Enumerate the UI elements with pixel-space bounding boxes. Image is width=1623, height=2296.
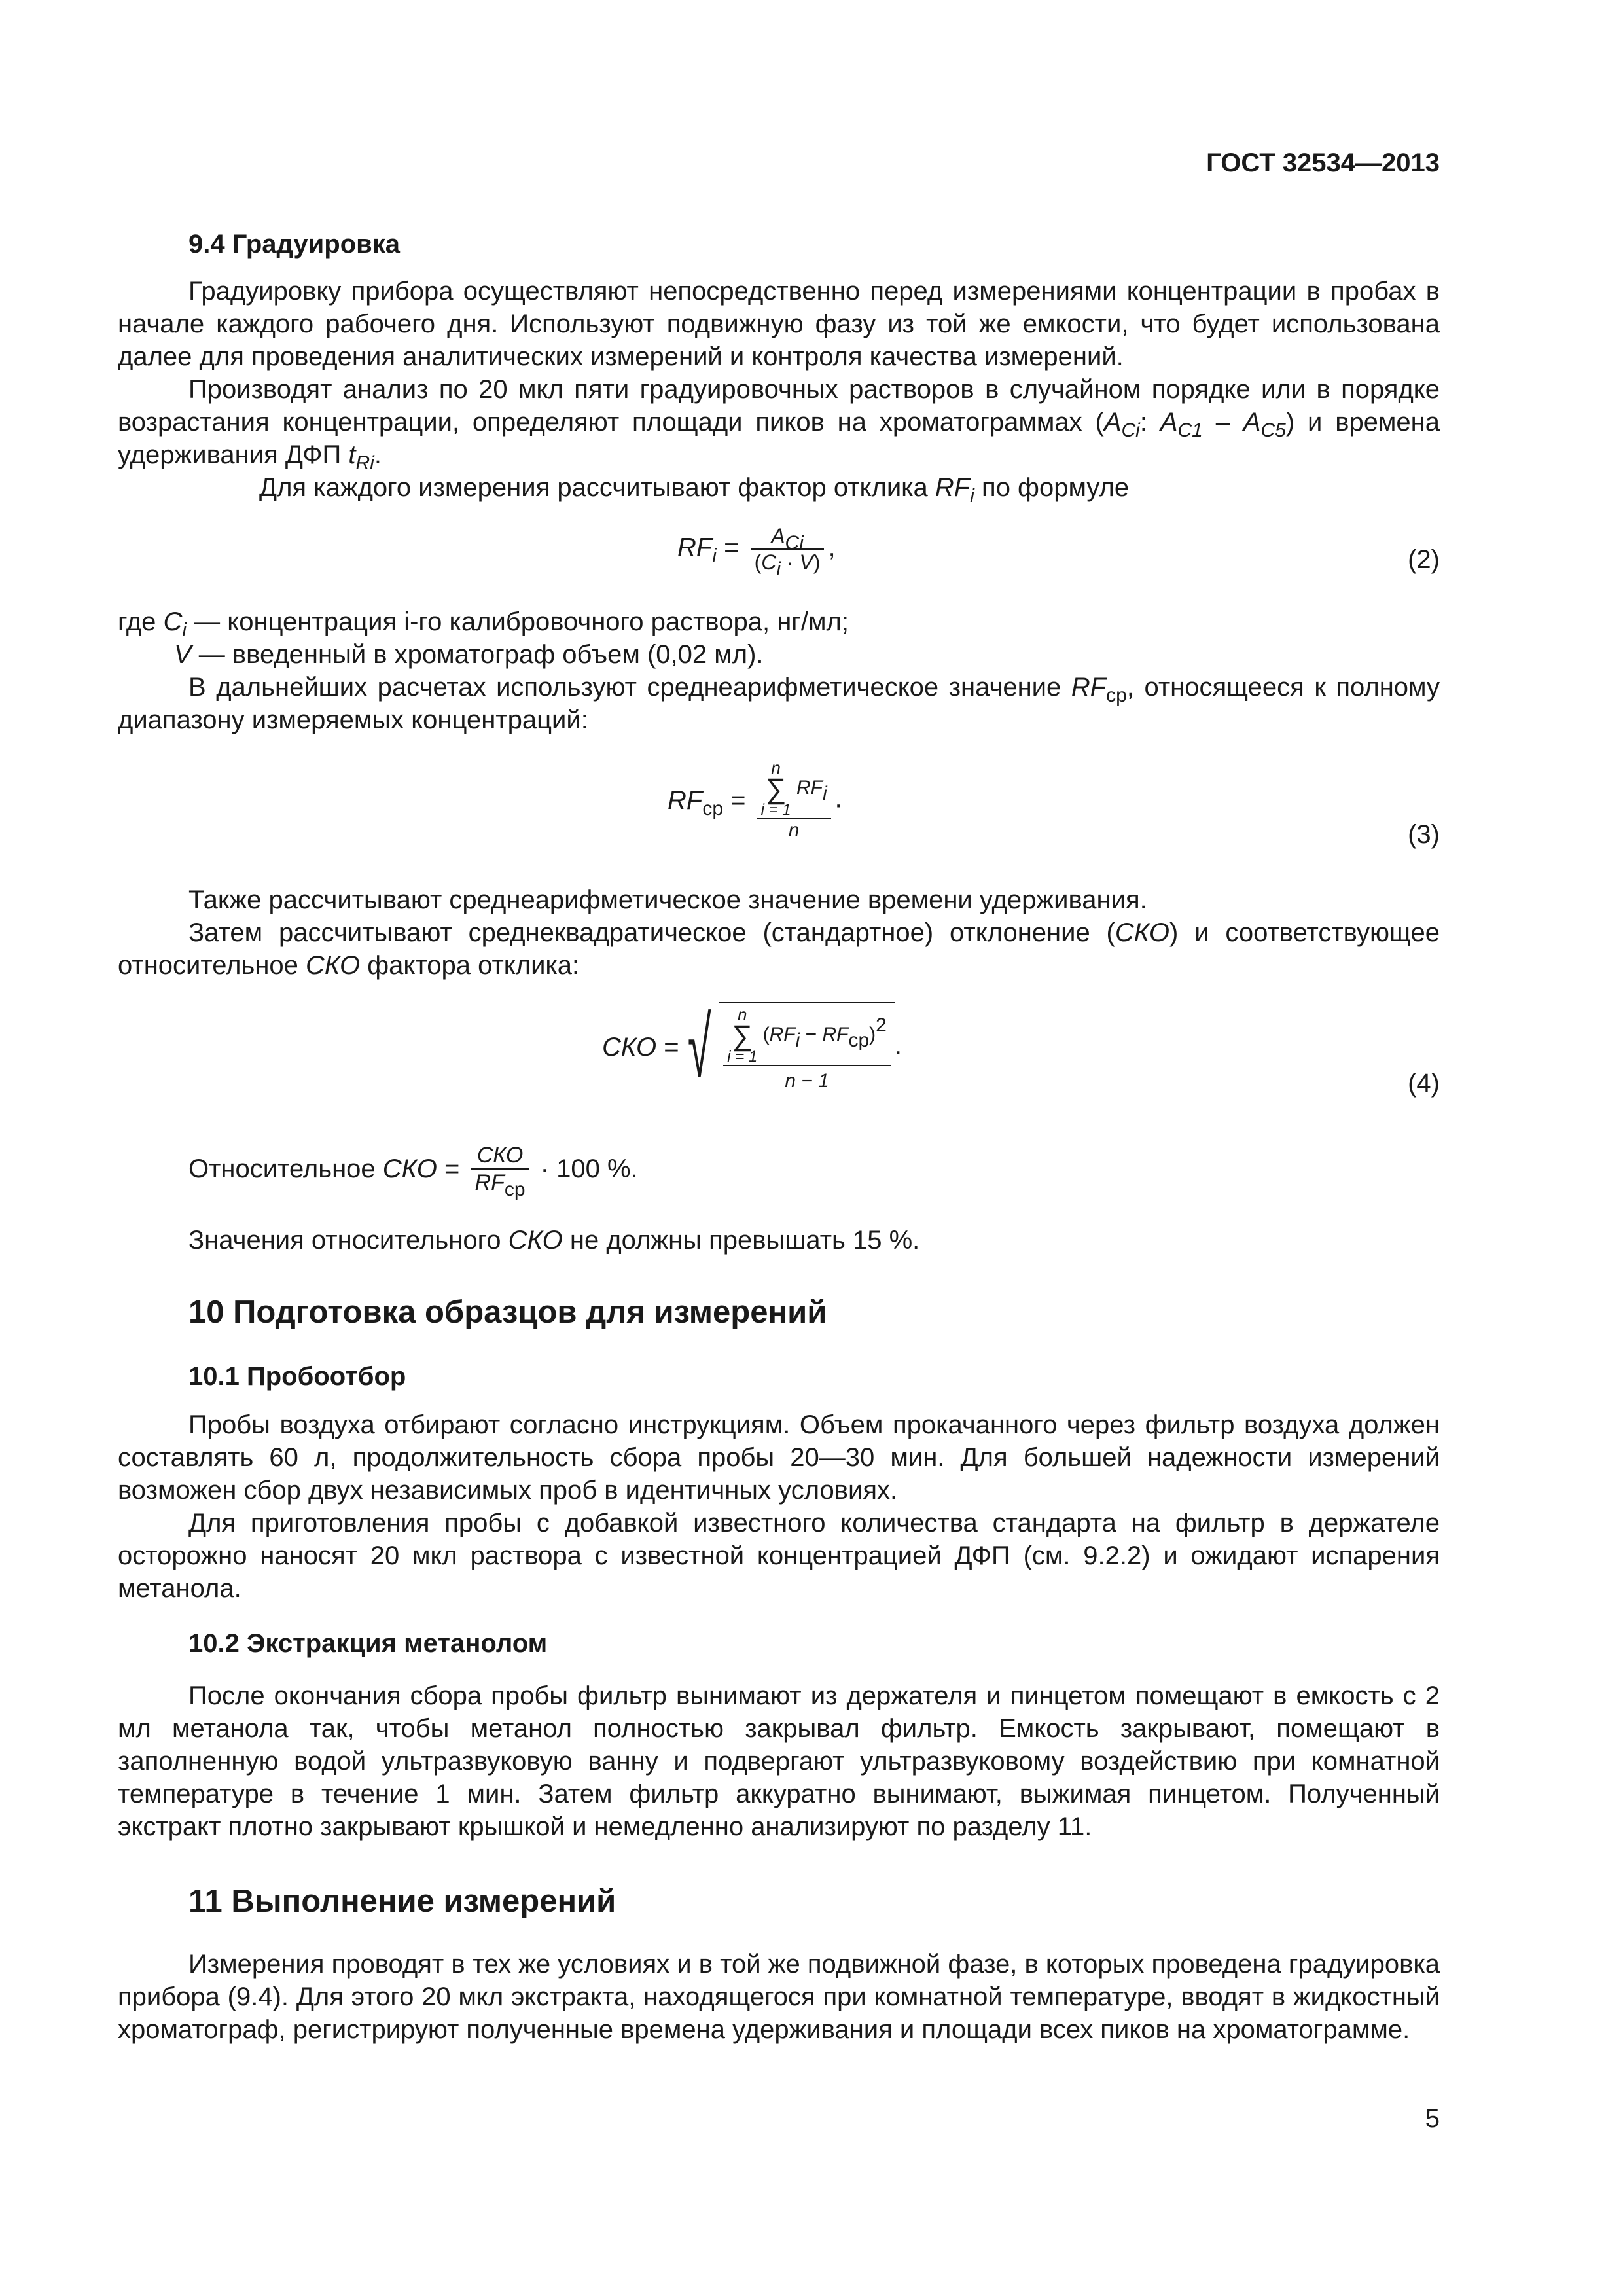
page-number: 5: [1425, 2104, 1440, 2133]
section-heading-9-4: 9.4 Градуировка: [188, 230, 400, 259]
paragraph: После окончания сбора пробы фильтр вынимают из держателя и пинцетом помещают в емкость с 2 мл метанола так, чтобы метанол полностью закрывал фильтр. Емкость закрывают, помещают в заполненную водой ультразвуковую ванну и подвергают ультразвуковому воздействию при комнатной температуре в течение 1 мин. Затем фильтр аккуратно вынимают, выжимая пинцетом. Полученный экстракт плотно закрывают крышкой и немедленно анализируют по разделу 11.: [118, 1681, 1440, 1841]
where-line: V — введенный в хроматограф объем (0,02 мл).: [174, 640, 764, 669]
paragraph: В дальнейших расчетах используют среднеарифметическое значение $RF_{ср}$, относящееся к полному диапазону измеряемых концентраций:: [118, 673, 1440, 734]
paragraph: Измерения проводят в тех же условиях и в той же подвижной фазе, в которых проведена градуировка прибора (9.4). Для этого 20 мкл экстракта, находящегося при комнатной температуре, вводят в жидкостный хроматограф, регистрируют полученные времена удерживания и площади всех пиков на хроматограмме.: [118, 1950, 1440, 2044]
section-heading-10-2: 10.2 Экстракция метанолом: [188, 1629, 548, 1658]
paragraph: Производят анализ по 20 мкл пяти градуировочных растворов в случайном порядке или в порядке возрастания концентрации, определяют площади пиков на хроматограммах ($A_{Ci}$: $A_{C1} - A_{C5}$) и времена удерживания ДФП $t_{Ri}$.: [118, 375, 1440, 474]
paragraph: Значения относительного СКО не должны превышать 15 %.: [188, 1226, 920, 1255]
paragraph: Градуировку прибора осуществляют непосредственно перед измерениями концентрации в пробах в начале каждого рабочего дня. Используют подвижную фазу из той же емкости, что будет использована далее для проведения аналитических измерений и контроля качества измерений.: [118, 277, 1440, 371]
formula-2: $RF_i$ = $\frac{A_{Ci}}{(C_i \cdot V)}$ ,: [677, 524, 836, 580]
formula-3: $RF_{ср}$ = n ∑ i = 1 $RF_i$ n .: [668, 758, 842, 841]
where-line: где $C_i$ — концентрация i-го калибровочного раствора, нг/мл;: [118, 607, 849, 641]
paragraph: Для приготовления пробы с добавкой известного количества стандарта на фильтр в держателе осторожно наносят 20 мкл раствора с известной концентрацией ДФП (см. 9.2.2) и ожидают испарения метанола.: [118, 1509, 1440, 1603]
equation-number: (3): [1408, 820, 1440, 849]
paragraph: Для каждого измерения рассчитывают фактор отклика $RF_i$ по формуле: [259, 473, 1130, 507]
equation-number: (2): [1408, 545, 1440, 574]
fraction: $\frac{A_{Ci}}{(C_i \cdot V)}$: [751, 524, 825, 575]
paragraph: Пробы воздуха отбирают согласно инструкциям. Объем прокачанного через фильтр воздуха должен составлять 60 л, продолжительность сбора пробы 20—30 мин. Для большей надежности измерений возможен сбор двух независимых проб в идентичных условиях.: [118, 1410, 1440, 1505]
formula-4: СКО = √ n ∑ i = 1 $(RF_i - RF_{ср})^2$ n − 1 .: [602, 999, 902, 1095]
fraction: n ∑ i = 1 $RF_i$ n: [757, 759, 831, 842]
fraction: n ∑ i = 1 $(RF_i - RF_{ср})^2$ n − 1: [723, 1006, 891, 1092]
document-header: ГОСТ 32534—2013: [1206, 149, 1440, 177]
section-heading-10: 10 Подготовка образцов для измерений: [188, 1295, 827, 1330]
equation-number: (4): [1408, 1069, 1440, 1098]
fraction: $\frac{\text{СКО}}{RF_{ср}}$: [471, 1142, 529, 1196]
document-page: [118, 0, 1440, 2296]
paragraph: Также рассчитывают среднеарифметическое значение времени удерживания.: [188, 886, 1147, 914]
section-heading-11: 11 Выполнение измерений: [188, 1884, 616, 1919]
section-heading-10-1: 10.1 Пробоотбор: [188, 1362, 406, 1391]
paragraph: Затем рассчитывают среднеквадратическое (стандартное) отклонение (СКО) и соответствующее относительное СКО фактора отклика:: [118, 918, 1440, 980]
relative-sko-formula: Относительное СКО = $\frac{\text{СКО}}{RF_{ср}}$ · 100 %.: [188, 1143, 638, 1200]
